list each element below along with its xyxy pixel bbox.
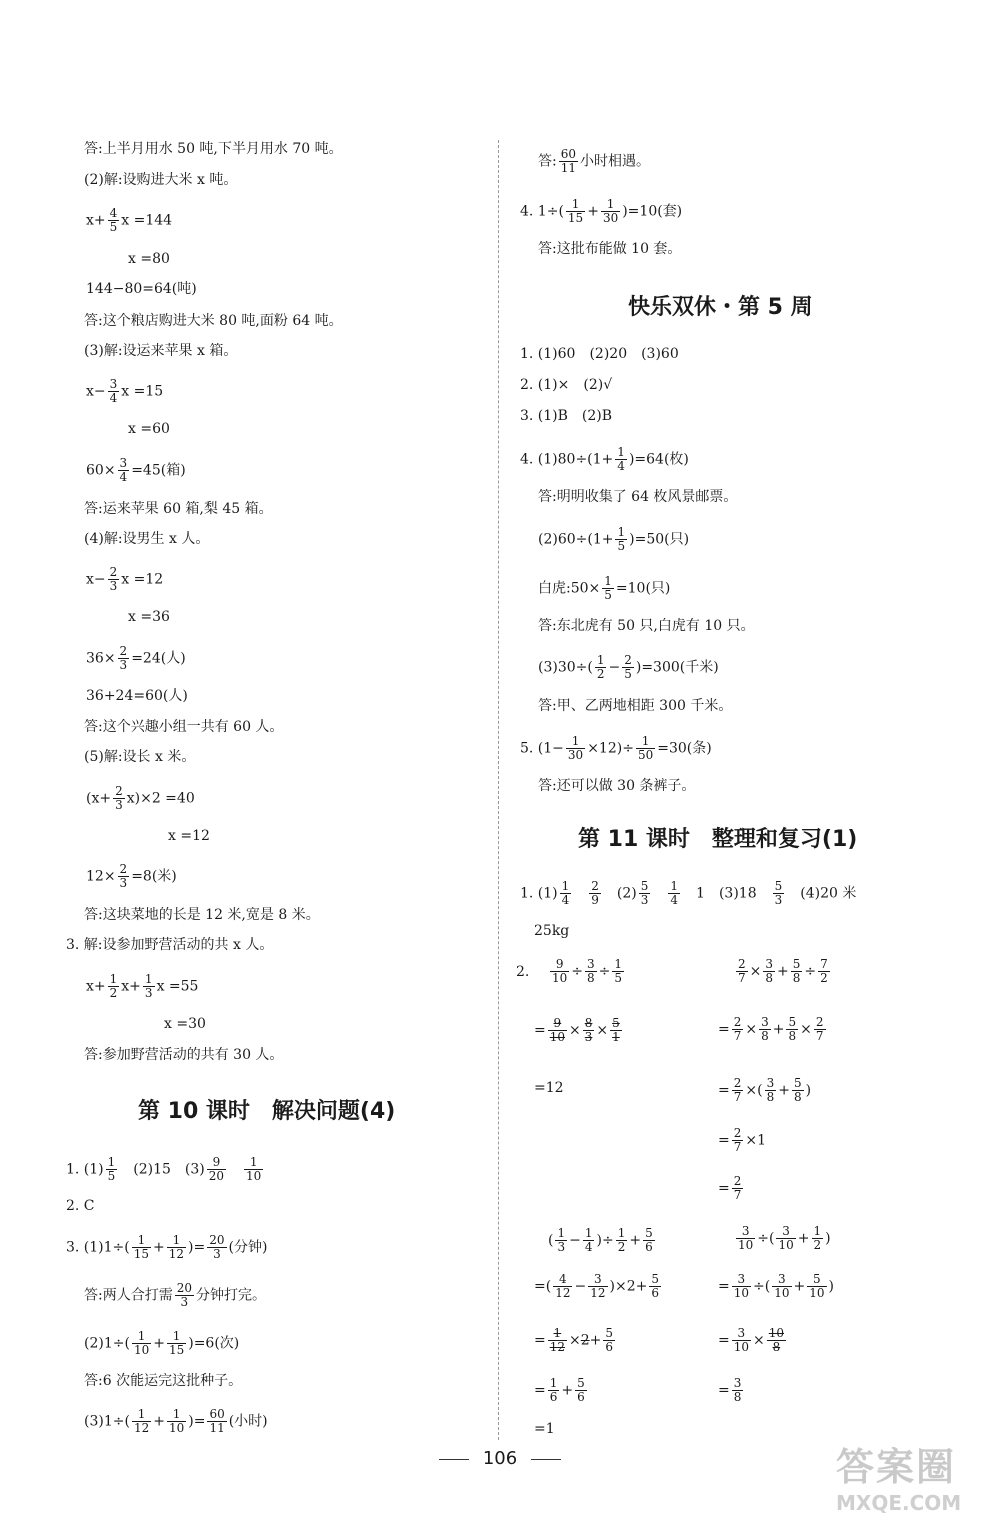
solution-line: (4)解:设男生 x 人。	[84, 531, 210, 547]
equation-line: x =36	[128, 609, 170, 625]
text: +	[153, 1413, 165, 1430]
text: =30(条)	[657, 740, 712, 757]
question-line: 2. C	[66, 1198, 95, 1214]
footer-dash	[439, 1459, 469, 1460]
watermark-logo-text: 答案圈	[836, 1445, 957, 1489]
fraction: $\frac{1}{4}$	[617, 445, 625, 473]
question-line	[84, 1330, 239, 1357]
question-line	[538, 654, 719, 681]
text: (3)30÷(	[538, 659, 593, 676]
fraction: $\frac{1}{15}$	[168, 1329, 185, 1357]
fraction: $\frac{5}{6}$	[645, 1226, 653, 1254]
equation-line	[86, 785, 195, 812]
text: ×	[800, 1021, 812, 1038]
equation-line	[86, 973, 198, 1000]
text: ×(	[745, 1082, 763, 1099]
solution-line: (3)解:设运来苹果 x 箱。	[84, 343, 238, 359]
text: x =144	[121, 212, 173, 229]
text: +	[587, 203, 599, 220]
text: (2)15 (3)	[133, 1161, 205, 1178]
text: )=50(只)	[629, 531, 690, 548]
fraction: $\frac{5}{8}$	[792, 957, 801, 985]
text: 36×	[86, 650, 116, 667]
text: =10(只)	[615, 580, 671, 597]
text: ÷(	[757, 1230, 775, 1247]
fraction: $\frac{1}{10}$	[246, 1155, 262, 1183]
fraction: $\frac{5}{3}$	[640, 879, 649, 907]
text: 答:两人合打需	[84, 1287, 173, 1304]
fraction: $\frac{1}{50}$	[637, 734, 654, 762]
fraction: $\frac{20}{3}$	[176, 1281, 192, 1309]
equation-line	[538, 575, 670, 602]
question-line	[520, 880, 856, 907]
fraction: $\frac{60}{11}$	[560, 147, 576, 175]
fraction: $\frac{2}{3}$	[109, 565, 118, 593]
calc-line	[718, 1327, 788, 1354]
answer-line: 答:这个兴趣小组一共有 60 人。	[84, 719, 284, 735]
answer-line: 答:上半月用水 50 吨,下半月用水 70 吨。	[84, 141, 343, 157]
week-5-heading: 快乐双休・第 5 周	[628, 295, 813, 320]
calc-line	[718, 1377, 745, 1404]
calc-line	[548, 1227, 657, 1254]
fraction: $\frac{3}{10}$	[733, 1272, 750, 1300]
text: 分钟打完。	[196, 1287, 266, 1304]
text: =	[718, 1082, 730, 1099]
column-divider	[498, 140, 499, 1440]
answer-line	[538, 148, 650, 175]
text: =	[534, 1382, 546, 1399]
text: +	[797, 1230, 810, 1247]
fraction: $\frac{1}{5}$	[617, 525, 626, 553]
text: ×	[569, 1022, 581, 1039]
fraction: $\frac{1}{4}$	[584, 1226, 593, 1254]
calc-line: =12	[534, 1080, 564, 1096]
answer-line: 答:还可以做 30 条裤子。	[538, 778, 696, 794]
text: 1 (3)18	[696, 885, 757, 902]
text: )=	[188, 1413, 206, 1430]
fraction: $\frac{1}{5}$	[614, 957, 623, 985]
footer-dash	[531, 1459, 561, 1460]
equation-line: x =80	[128, 251, 170, 267]
equation-line	[86, 645, 186, 672]
fraction: $\frac{5}{1}$	[612, 1016, 620, 1044]
fraction: $\frac{3}{10}$	[738, 1224, 754, 1252]
question-line	[84, 1408, 268, 1435]
fraction: $\frac{10}{8}$	[768, 1326, 785, 1354]
text: x)×2 =40	[126, 790, 195, 807]
fraction: $\frac{1}{6}$	[549, 1376, 558, 1404]
fraction: $\frac{5}{6}$	[577, 1376, 585, 1404]
text: −	[574, 1278, 587, 1295]
text: =(	[534, 1278, 552, 1295]
equation-line: x =60	[128, 421, 170, 437]
text: =	[718, 1382, 730, 1399]
fraction: $\frac{1}{12}$	[168, 1233, 185, 1261]
question-number: 2.	[516, 964, 530, 980]
fraction: $\frac{1}{2}$	[617, 1226, 626, 1254]
fraction: $\frac{4}{5}$	[109, 206, 118, 234]
text: x+	[121, 978, 141, 995]
text: +	[561, 1382, 574, 1399]
fraction: $\frac{2}{5}$	[624, 653, 632, 681]
lesson-11-heading: 第 11 课时 整理和复习(1)	[578, 827, 858, 852]
calc-line: =1	[534, 1421, 555, 1437]
fraction: $\frac{1}{2}$	[596, 653, 605, 681]
text: ÷	[804, 963, 817, 980]
fraction: $\frac{3}{10}$	[774, 1272, 790, 1300]
equation-line: x =30	[164, 1016, 206, 1032]
fraction: $\frac{2}{3}$	[119, 644, 128, 672]
text: (3)1÷(	[84, 1413, 130, 1430]
fraction: $\frac{5}{6}$	[651, 1272, 659, 1300]
fraction: $\frac{9}{20}$	[208, 1155, 225, 1183]
text: ÷(	[753, 1278, 771, 1295]
question-line	[66, 1156, 265, 1183]
fraction: $\frac{2}{7}$	[733, 1015, 742, 1043]
calc-line	[534, 1017, 624, 1044]
equation-line	[86, 207, 172, 234]
question-line: 3. (1)B (2)B	[520, 408, 613, 424]
fraction: $\frac{9}{10}$	[549, 1016, 566, 1044]
fraction: $\frac{3}{8}$	[765, 957, 774, 985]
text: )=	[188, 1239, 206, 1256]
answer-line: 答:6 次能运完这批种子。	[84, 1373, 243, 1389]
text: +	[153, 1335, 165, 1352]
text: +	[589, 1332, 602, 1349]
fraction: $\frac{1}{15}$	[567, 197, 584, 225]
fraction: $\frac{3}{4}$	[109, 377, 118, 405]
text: (2)60÷(1+	[538, 531, 614, 548]
question-line	[520, 735, 712, 762]
fraction: $\frac{1}{4}$	[561, 879, 570, 907]
text: x =55	[156, 978, 199, 995]
fraction: $\frac{5}{8}$	[788, 1015, 797, 1043]
question-line	[538, 526, 689, 553]
equation-line	[86, 378, 163, 405]
text: 3. (1)1÷(	[66, 1239, 130, 1256]
fraction: $\frac{7}{2}$	[820, 957, 828, 985]
text: (小时)	[228, 1413, 268, 1430]
text: +	[629, 1232, 642, 1249]
fraction: $\frac{2}{7}$	[815, 1015, 824, 1043]
equation-line: 36+24=60(人)	[86, 688, 188, 704]
question-line: 1. (1)60 (2)20 (3)60	[520, 346, 679, 362]
fraction: $\frac{2}{7}$	[738, 957, 746, 985]
fraction: $\frac{1}{12}$	[549, 1326, 566, 1354]
text: ×1	[745, 1132, 767, 1149]
calc-line	[718, 1077, 811, 1104]
text: =	[534, 1022, 546, 1039]
fraction: $\frac{3}{8}$	[761, 1015, 769, 1043]
fraction: $\frac{3}{8}$	[733, 1376, 742, 1404]
fraction: $\frac{60}{11}$	[209, 1407, 225, 1435]
text: )	[805, 1082, 812, 1099]
fraction: $\frac{2}{3}$	[115, 784, 123, 812]
text: =	[718, 1332, 730, 1349]
fraction: $\frac{1}{15}$	[133, 1233, 150, 1261]
answer-line: 答:这批布能做 10 套。	[538, 241, 682, 257]
text: )÷	[596, 1232, 614, 1249]
text: 2	[580, 1332, 590, 1349]
fraction: $\frac{3}{4}$	[119, 456, 128, 484]
calc-line	[534, 1377, 589, 1404]
text: =24(人)	[131, 650, 186, 667]
text: −	[569, 1232, 581, 1249]
fraction: $\frac{2}{7}$	[733, 1076, 742, 1104]
fraction: $\frac{2}{3}$	[119, 862, 128, 890]
watermark-url: MXQE.COM	[836, 1491, 962, 1515]
text: (x+	[86, 790, 112, 807]
fraction: $\frac{1}{3}$	[144, 972, 153, 1000]
fraction: $\frac{5}{3}$	[774, 879, 783, 907]
text: ×12)÷	[587, 740, 634, 757]
fraction: $\frac{1}{2}$	[109, 972, 118, 1000]
text: ÷	[598, 963, 611, 980]
fraction: $\frac{1}{10}$	[168, 1407, 185, 1435]
text: )	[825, 1230, 831, 1247]
lesson-10-heading: 第 10 课时 解决问题(4)	[138, 1099, 396, 1124]
text: =	[718, 1021, 730, 1038]
answer-line: 答:东北虎有 50 只,白虎有 10 只。	[538, 618, 755, 634]
fraction: $\frac{3}{12}$	[590, 1272, 606, 1300]
text: (2)1÷(	[84, 1335, 130, 1352]
text: 4. 1÷(	[520, 203, 564, 220]
calc-line	[734, 1225, 831, 1252]
text: ×	[596, 1022, 609, 1039]
page-number-text: 106	[482, 1448, 518, 1469]
fraction: $\frac{3}{10}$	[733, 1326, 750, 1354]
text: (分钟)	[228, 1239, 268, 1256]
fraction: $\frac{2}{9}$	[591, 879, 599, 907]
calc-line	[548, 958, 626, 985]
equation-line: x =12	[168, 828, 210, 844]
calc-line	[718, 1175, 745, 1202]
fraction: $\frac{2}{7}$	[733, 1126, 742, 1154]
calc-line	[734, 958, 832, 985]
answer-line: 答:明明收集了 64 枚风景邮票。	[538, 489, 738, 505]
text: 小时相遇。	[580, 153, 650, 170]
watermark-logo	[836, 1436, 986, 1516]
text: 5. (1−	[520, 740, 564, 757]
fraction: $\frac{1}{10}$	[133, 1329, 150, 1357]
text: 答:	[538, 153, 557, 170]
solution-line: (2)解:设购进大米 x 吨。	[84, 172, 238, 188]
fraction: $\frac{5}{6}$	[605, 1326, 614, 1354]
fraction: $\frac{1}{2}$	[813, 1224, 822, 1252]
answer-line: 答:这个粮店购进大米 80 吨,面粉 64 吨。	[84, 313, 343, 329]
text: +	[778, 1082, 790, 1099]
fraction: $\frac{5}{8}$	[793, 1076, 802, 1104]
text: =8(米)	[131, 868, 177, 885]
text: 4. (1)80÷(1+	[520, 451, 614, 468]
fraction: $\frac{4}{12}$	[555, 1272, 571, 1300]
text: =	[718, 1180, 730, 1197]
fraction: $\frac{1}{3}$	[557, 1226, 566, 1254]
equation-line	[86, 457, 186, 484]
text: (4)20 米	[800, 885, 857, 902]
question-line	[520, 198, 682, 225]
answer-line: 答:这块菜地的长是 12 米,宽是 8 米。	[84, 907, 320, 923]
text: 12×	[86, 868, 116, 885]
text: x−	[86, 383, 106, 400]
text: +	[153, 1239, 165, 1256]
text: (2)	[616, 885, 637, 902]
answer-line: 答:运来苹果 60 箱,梨 45 箱。	[84, 501, 273, 517]
question-line	[520, 446, 689, 473]
text: 60×	[86, 462, 116, 479]
text: +	[777, 963, 789, 980]
text: =45(箱)	[131, 462, 186, 479]
question-line: 25kg	[534, 923, 570, 939]
fraction: $\frac{20}{3}$	[209, 1233, 225, 1261]
text: x =12	[121, 571, 164, 588]
fraction: $\frac{3}{8}$	[587, 957, 595, 985]
text: (	[548, 1232, 554, 1249]
text: +	[772, 1021, 785, 1038]
fraction: $\frac{8}{3}$	[584, 1016, 593, 1044]
question-line: 2. (1)× (2)√	[520, 377, 613, 393]
text: 1. (1)	[520, 885, 558, 902]
text: 白虎:50×	[538, 580, 601, 597]
text: =	[718, 1132, 730, 1149]
text: ÷	[571, 963, 584, 980]
fraction: $\frac{1}{30}$	[567, 734, 584, 762]
fraction: $\frac{1}{4}$	[670, 879, 679, 907]
fraction: $\frac{1}{12}$	[133, 1407, 150, 1435]
fraction: $\frac{9}{10}$	[552, 957, 568, 985]
text: x =15	[121, 383, 164, 400]
text: ×	[753, 1332, 765, 1349]
solution-line: (5)解:设长 x 米。	[84, 749, 196, 765]
text: )=64(枚)	[628, 451, 689, 468]
text: 1. (1)	[66, 1161, 104, 1178]
calc-line	[718, 1273, 834, 1300]
text: x+	[86, 212, 106, 229]
equation-line	[86, 863, 177, 890]
answer-line: 答:参加野营活动的共有 30 人。	[84, 1047, 284, 1063]
fraction: $\frac{5}{10}$	[809, 1272, 825, 1300]
calc-line	[718, 1016, 828, 1043]
fraction: $\frac{2}{7}$	[733, 1174, 742, 1202]
text: −	[608, 659, 621, 676]
fraction: $\frac{1}{5}$	[604, 574, 612, 602]
calc-line	[534, 1273, 663, 1300]
question-line	[66, 1234, 267, 1261]
text: )=300(千米)	[635, 659, 719, 676]
fraction: $\frac{3}{8}$	[766, 1076, 775, 1104]
text: x−	[86, 571, 106, 588]
text: +	[793, 1278, 806, 1295]
text: )=10(套)	[622, 203, 683, 220]
fraction: $\frac{3}{10}$	[778, 1224, 794, 1252]
calc-line	[534, 1327, 617, 1354]
text: )=6(次)	[188, 1335, 240, 1352]
answer-line: 答:甲、乙两地相距 300 千米。	[538, 698, 733, 714]
text: ×	[749, 963, 762, 980]
answer-line	[84, 1282, 266, 1309]
text: ×	[745, 1021, 758, 1038]
equation-line	[86, 566, 163, 593]
fraction: $\frac{1}{5}$	[107, 1155, 116, 1183]
question-line: 3. 解:设参加野营活动的共 x 人。	[66, 937, 274, 953]
equation-line: 144−80=64(吨)	[86, 281, 197, 297]
text: =	[718, 1278, 730, 1295]
text: x+	[86, 978, 106, 995]
text: =	[534, 1332, 546, 1349]
fraction: $\frac{1}{30}$	[602, 197, 619, 225]
text: ×	[569, 1332, 581, 1349]
text: )×2+	[609, 1278, 648, 1295]
calc-line	[718, 1127, 766, 1154]
text: )	[828, 1278, 834, 1295]
